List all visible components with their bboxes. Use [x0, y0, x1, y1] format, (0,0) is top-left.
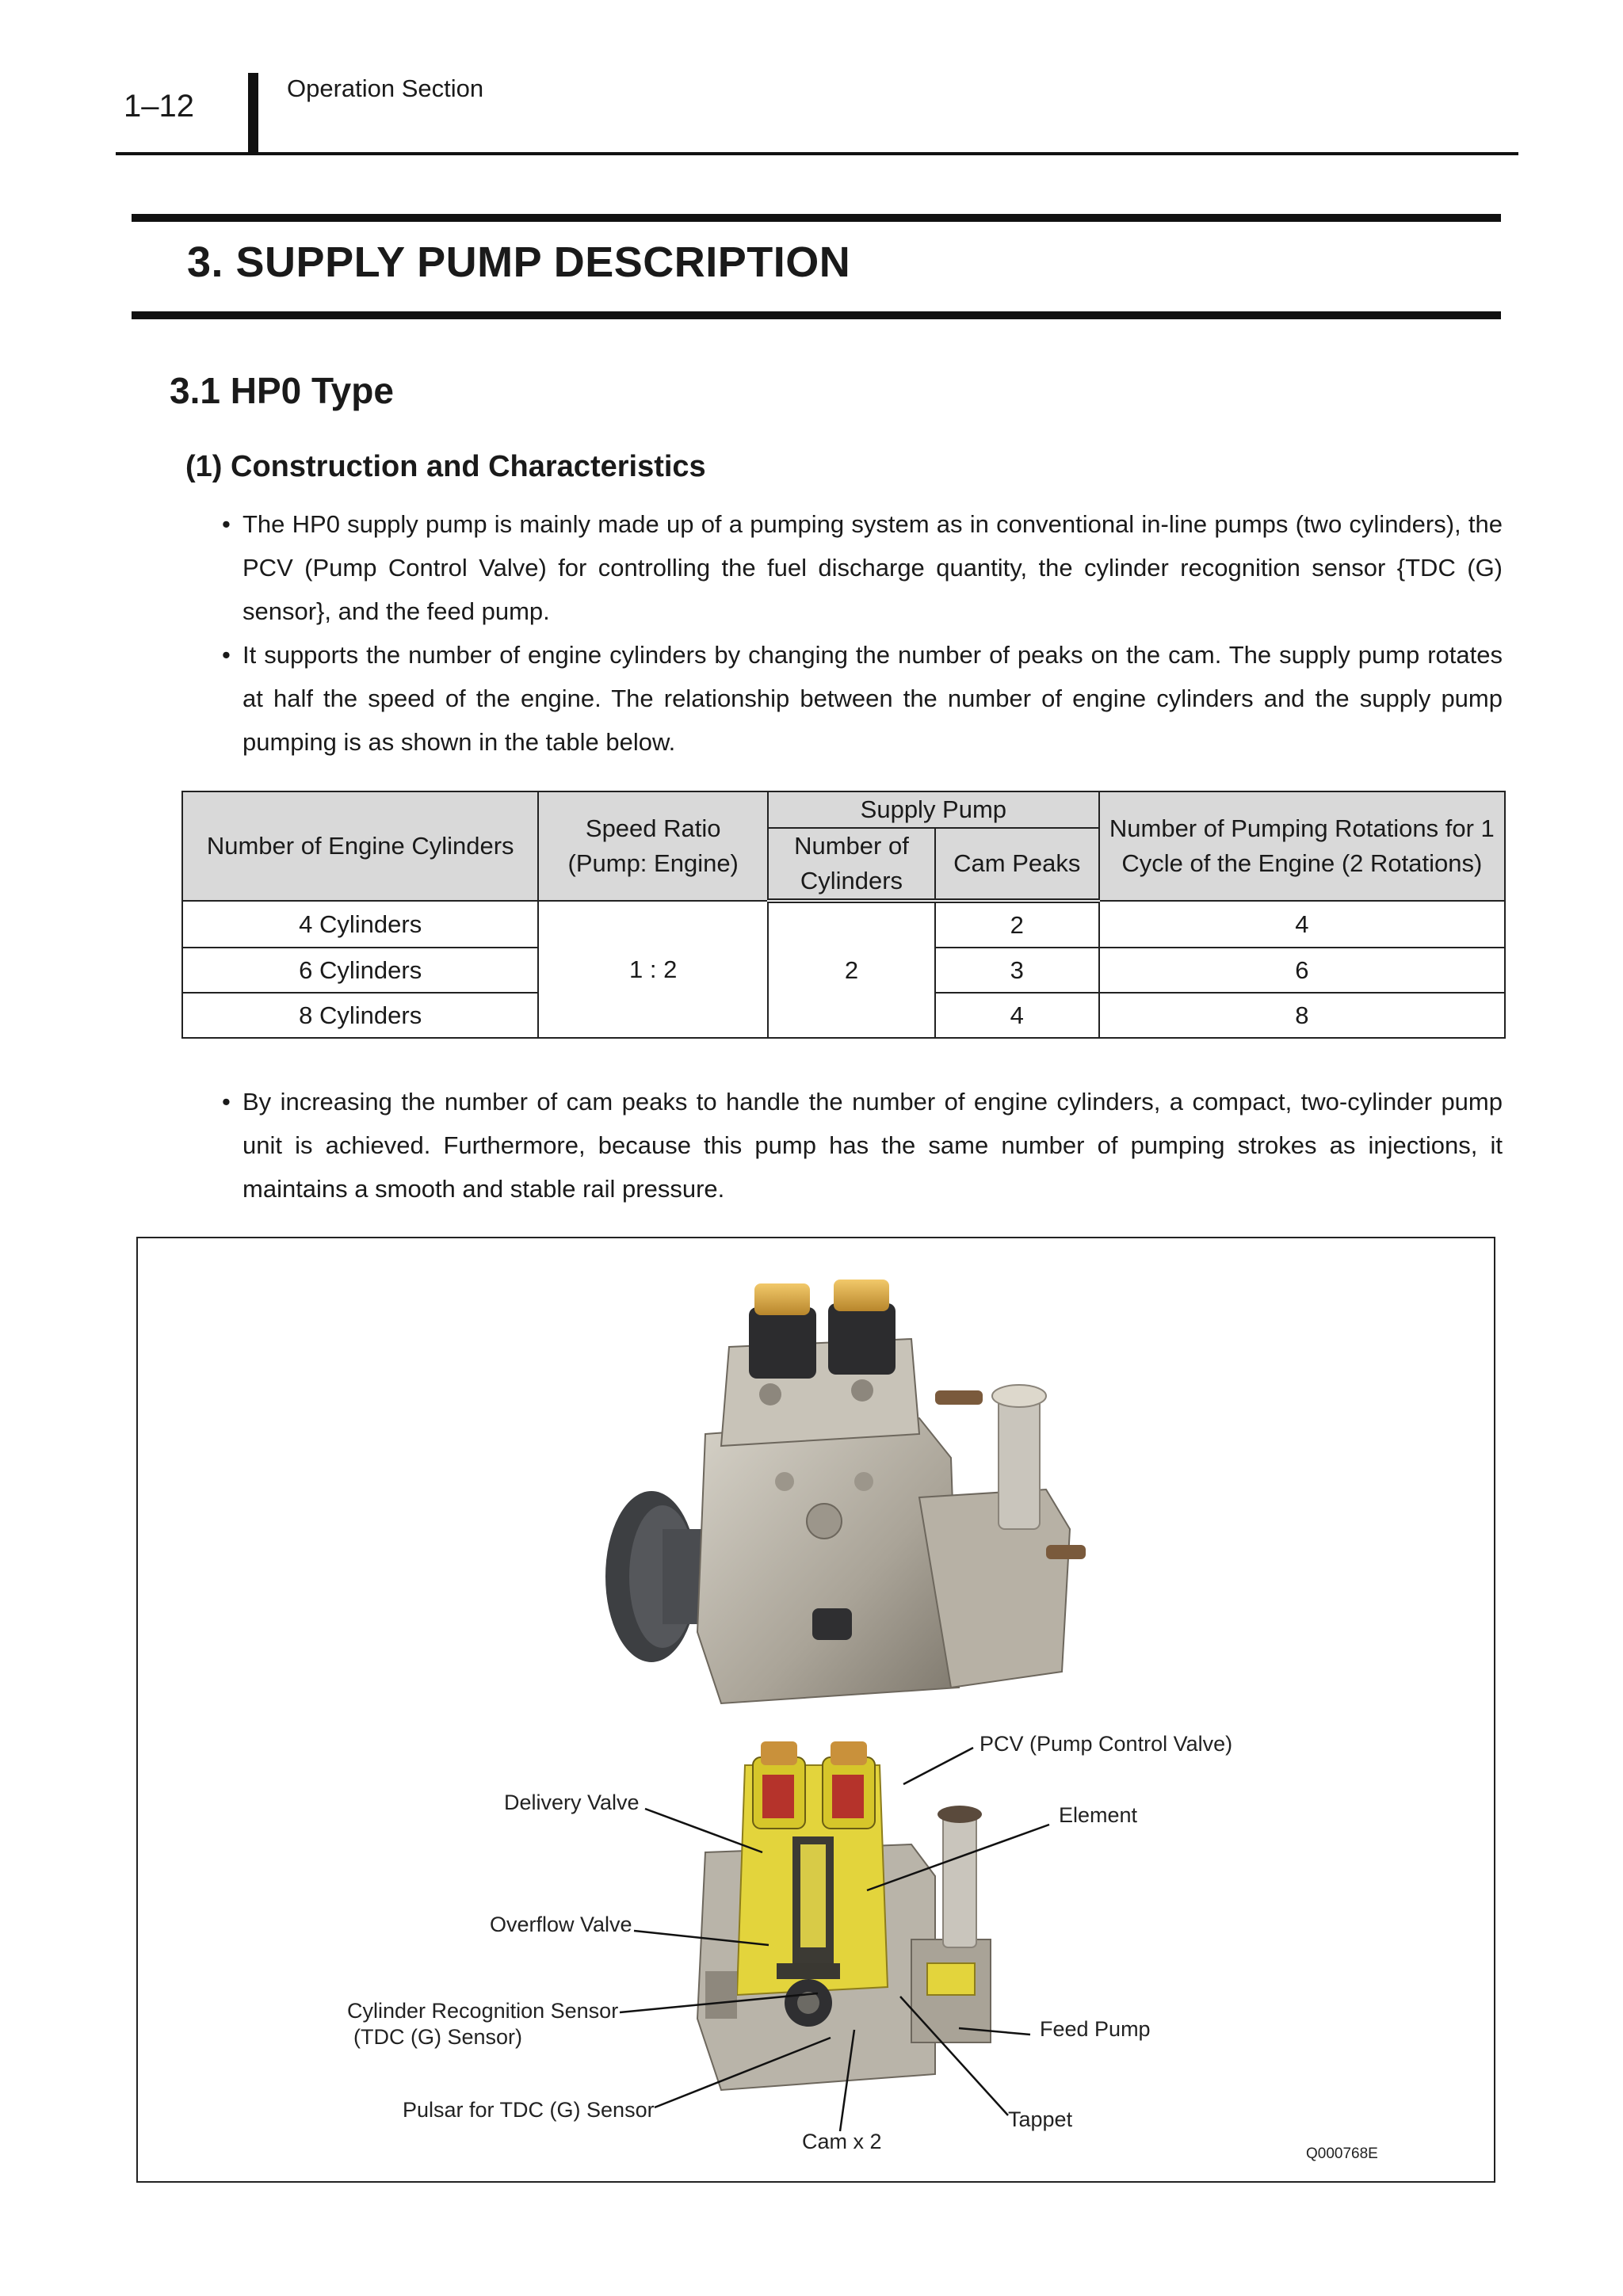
label-cylinder-sensor-sub: (TDC (G) Sensor)	[353, 2025, 523, 2049]
chapter-title: 3. SUPPLY PUMP DESCRIPTION	[187, 238, 851, 286]
cell-cam-peaks: 2	[935, 901, 1099, 948]
cell-pumping-rotations: 6	[1099, 948, 1505, 993]
cell-engine-cylinders: 6 Cylinders	[182, 948, 538, 993]
subsubsection-title: (1) Construction and Characteristics	[185, 450, 706, 483]
label-cam: Cam x 2	[802, 2130, 882, 2153]
header-cam-peaks: Cam Peaks	[935, 828, 1099, 901]
cell-pump-cylinders: 2	[768, 901, 935, 1038]
label-element: Element	[1059, 1803, 1138, 1827]
label-pulsar: Pulsar for TDC (G) Sensor	[403, 2098, 655, 2122]
label-overflow-valve: Overflow Valve	[490, 1913, 632, 1936]
figure-code: Q000768E	[1306, 2145, 1378, 2162]
label-cylinder-sensor: Cylinder Recognition Sensor	[347, 1999, 619, 2023]
label-delivery-valve: Delivery Valve	[504, 1791, 640, 1814]
bullet-item: • It supports the number of engine cylinders by changing the number of peaks on the cam. The supply pump rotates at half the speed of the engine. The relationship between the number of engine cylinders and the supply pump pumping is as shown in the table below.	[222, 633, 1503, 764]
cell-speed-ratio: 1 : 2	[538, 901, 768, 1038]
label-pcv: PCV (Pump Control Valve)	[980, 1732, 1233, 1756]
header-supply-pump: Supply Pump	[768, 791, 1099, 828]
header-engine-cylinders: Number of Engine Cylinders	[182, 791, 538, 901]
bullet-item: • By increasing the number of cam peaks to handle the number of engine cylinders, a compact, two-cylinder pump unit is achieved. Furthermore, because this pump has the same number of pumping strokes as injections, it maintains a smooth and stable rail pressure.	[222, 1080, 1503, 1211]
cell-pumping-rotations: 4	[1099, 901, 1505, 948]
cell-cam-peaks: 4	[935, 993, 1099, 1038]
bullet-item: • The HP0 supply pump is mainly made up of a pumping system as in conventional in-line pumps (two cylinders), the PCV (Pump Control Valve) for controlling the fuel discharge quantity, the cylinder recognition sensor {TDC (G) sensor}, and the feed pump.	[222, 502, 1503, 633]
subsection-title: 3.1 HP0 Type	[170, 370, 394, 411]
cell-engine-cylinders: 4 Cylinders	[182, 901, 538, 948]
cell-cam-peaks: 3	[935, 948, 1099, 993]
header-speed-ratio: Speed Ratio (Pump: Engine)	[538, 791, 768, 901]
header-pumping-rotations: Number of Pumping Rotations for 1 Cycle of the Engine (2 Rotations)	[1099, 791, 1505, 901]
cell-pumping-rotations: 8	[1099, 993, 1505, 1038]
header-pump-cylinders: Number of Cylinders	[768, 828, 935, 901]
section-label: Operation Section	[287, 74, 484, 102]
cell-engine-cylinders: 8 Cylinders	[182, 993, 538, 1038]
label-tappet: Tappet	[1008, 2107, 1073, 2131]
page-number: 1–12	[124, 89, 194, 124]
label-feed-pump: Feed Pump	[1040, 2017, 1151, 2041]
